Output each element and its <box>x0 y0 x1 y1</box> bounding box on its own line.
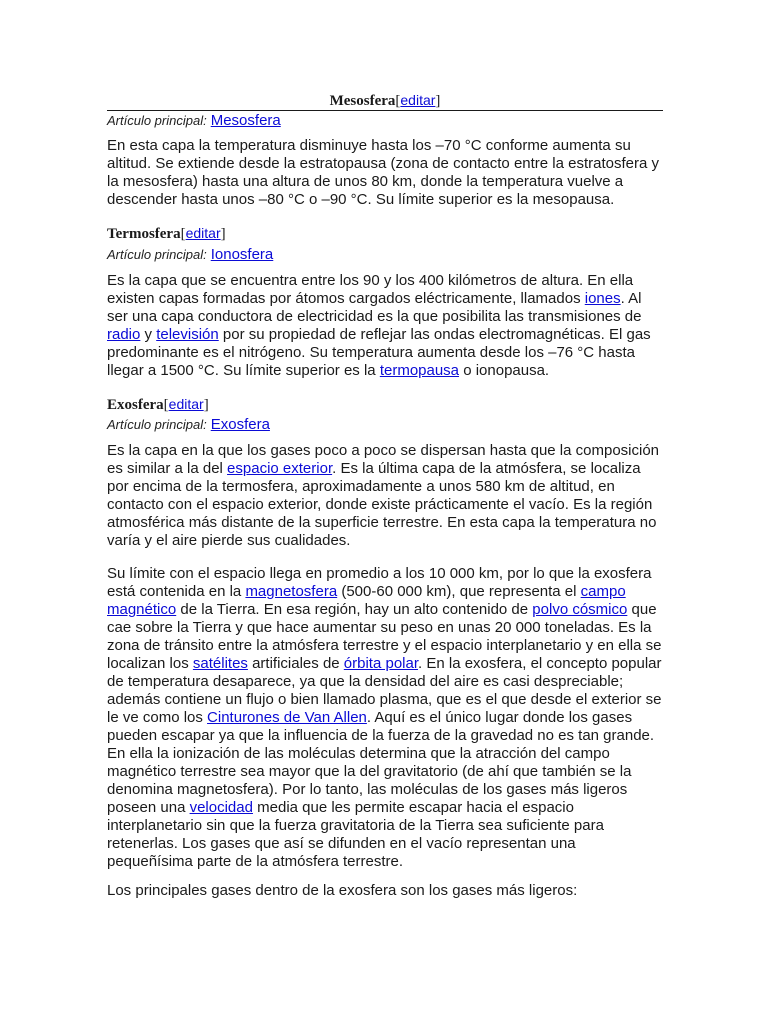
edit-link[interactable]: editar <box>168 396 204 412</box>
edit-bracket-open: [ <box>395 93 401 109</box>
text-run: (500-60 000 km), que representa el <box>337 583 581 600</box>
text-run: de la Tierra. En esa región, hay un alto contenido de <box>176 601 533 618</box>
text-run: o ionopausa. <box>459 362 550 379</box>
text-run: artificiales de <box>247 655 344 672</box>
main-article-link[interactable]: Mesosfera <box>210 112 281 129</box>
link-termopausa[interactable]: termopausa <box>379 362 460 379</box>
paragraph-exosfera-2 <box>107 565 663 871</box>
link-orbita-polar[interactable]: órbita polar <box>343 655 419 672</box>
text-run: . Es la última capa de la atmósfera, se localiza por encima de la termosfera, aproximadamente a unos 580 km de altitud, en contacto con el espacio exterior, donde existe prácticamente el vacío. Es la región atmosférica más distante de la superficie terrestre. En esta capa la temperatura no varía y el aire pierde sus cualidades. <box>107 460 657 549</box>
main-article-note <box>107 245 273 265</box>
paragraph-mesosfera: En esta capa la temperatura disminuye hasta los –70 °C conforme aumenta su altitud. Se extiende desde la estratopausa (zona de contacto entre la estratosfera y la mesosfera) hasta una altura de unos 80 km, donde la temperatura vuelve a descender hasta unos –80 °C o –90 °C. Su límite superior es la mesopausa. <box>107 137 660 208</box>
main-article-label: Artículo principal: <box>107 417 207 432</box>
main-article-link[interactable]: Ionosfera <box>210 246 274 263</box>
text-run: Su límite con el espacio llega en promedio a los 10 000 km, por lo que la exosfera está contenida en la <box>107 565 652 600</box>
text-run: Es la capa que se encuentra entre los 90 y los 400 kilómetros de altura. En ella existen capas formadas por átomos cargados eléctricamente, llamados <box>107 272 634 307</box>
link-iones[interactable]: iones <box>584 290 621 307</box>
text-run: que cae sobre la Tierra y que hace aumentar su peso en unas 20 000 toneladas. Es la zona de tránsito entre la atmósfera terrestre y el espacio interplanetario y en ella se localizan los <box>107 601 662 672</box>
paragraph-exosfera-3: Los principales gases dentro de la exosfera son los gases más ligeros: <box>107 882 578 899</box>
main-article-link[interactable]: Exosfera <box>210 416 270 433</box>
edit-bracket-close: ] <box>435 93 441 109</box>
text-run: y <box>140 326 157 343</box>
text-run: . Al ser una capa conductora de electricidad es la que posibilita las transmisiones de <box>107 290 642 325</box>
link-campo-magnetico[interactable]: campo magnético <box>107 583 626 618</box>
edit-link[interactable]: editar <box>400 92 436 108</box>
main-article-note <box>107 111 281 131</box>
heading-title: Exosfera <box>107 397 164 413</box>
text-run: por su propiedad de reflejar las ondas electromagnéticas. El gas predominante es el nitrógeno. Su temperatura aumenta desde los –76 °C hasta llegar a 1500 °C. Su límite superior es la <box>107 326 651 379</box>
heading-title: Mesosfera <box>329 93 396 109</box>
edit-bracket-open: [ <box>180 226 186 242</box>
heading-termosfera <box>107 223 226 244</box>
paragraph-termosfera <box>107 272 663 380</box>
link-cinturones-van-allen[interactable]: Cinturones de Van Allen <box>207 709 367 726</box>
text-run: Es la capa en la que los gases poco a poco se dispersan hasta que la composición es similar a la del <box>107 442 660 477</box>
link-radio[interactable]: radio <box>107 326 141 343</box>
link-polvo-cosmico[interactable]: polvo cósmico <box>532 601 628 618</box>
text-run: media que les permite escapar hacia el espacio interplanetario sin que la fuerza gravitatoria de la Tierra sea suficiente para retenerlas. Los gases que así se difunden en el vacío representan una pequeñísima parte de la atmósfera terrestre. <box>107 799 604 870</box>
heading-mesosfera <box>107 90 663 111</box>
main-article-note <box>107 415 270 435</box>
paragraph-exosfera-1 <box>107 442 663 550</box>
main-article-label: Artículo principal: <box>107 247 207 262</box>
heading-exosfera <box>107 394 209 415</box>
edit-bracket-open: [ <box>163 397 169 413</box>
edit-bracket-close: ] <box>203 397 209 413</box>
text-run: . Aquí es el único lugar donde los gases pueden escapar ya que la influencia de la fuerza de la gravedad no es tan grande. En ella la ionización de las moléculas determina que la atracción del campo magnético terrestre sea mayor que la del gravitatorio (de ahí que también se la denomina magnetosfera). Por lo tanto, las moléculas de los gases más ligeros poseen una <box>107 709 655 816</box>
heading-title: Termosfera <box>107 226 181 242</box>
text-run: . En la exosfera, el concepto popular de temperatura desaparece, ya que la densidad del aire es casi despreciable; además contiene un flujo o bien llamado plasma, que es el que desde el exterior se le ve como los <box>107 655 662 726</box>
link-velocidad[interactable]: velocidad <box>189 799 253 816</box>
link-satelites[interactable]: satélites <box>192 655 248 672</box>
link-espacio-exterior[interactable]: espacio exterior <box>227 460 333 477</box>
main-article-label: Artículo principal: <box>107 113 207 128</box>
link-television[interactable]: televisión <box>156 326 219 343</box>
edit-bracket-close: ] <box>220 226 226 242</box>
link-magnetosfera[interactable]: magnetosfera <box>245 583 338 600</box>
edit-link[interactable]: editar <box>185 225 221 241</box>
